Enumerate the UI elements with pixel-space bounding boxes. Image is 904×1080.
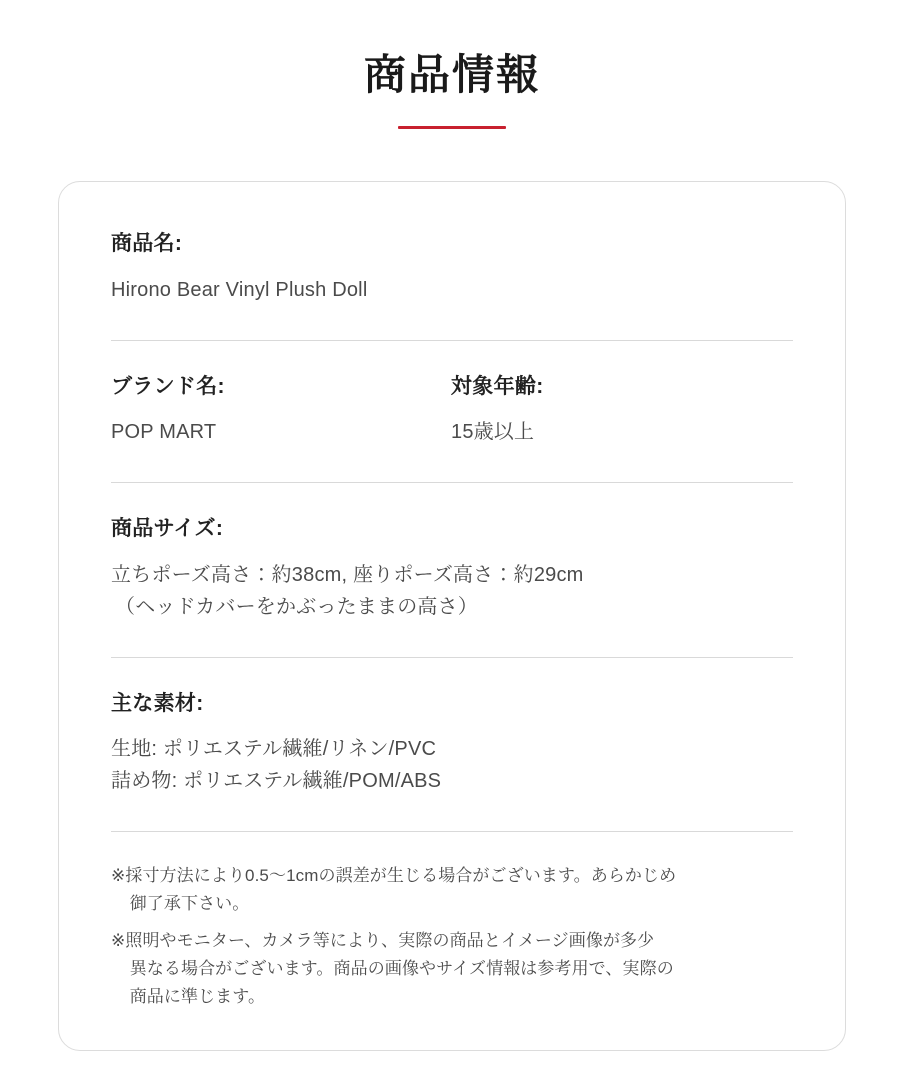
product-name-value: Hirono Bear Vinyl Plush Doll bbox=[111, 278, 368, 301]
section-material bbox=[111, 688, 793, 798]
size-value-line-1: 立ちポーズ高さ：約38cm, 座りポーズ高さ：約29cm bbox=[111, 563, 584, 586]
age-label: 対象年齢: bbox=[451, 374, 544, 398]
title-underline-rule bbox=[398, 126, 506, 129]
brand-column bbox=[111, 371, 451, 449]
note-2-line-3: 商品に準じます。 bbox=[129, 986, 266, 1006]
divider-1 bbox=[111, 340, 793, 341]
material-value-line-2: 詰め物: ポリエステル繊維/POM/ABS bbox=[111, 770, 442, 793]
note-2-line-2: 異なる場合がございます。商品の画像やサイズ情報は参考用で、実際の bbox=[129, 958, 674, 978]
divider-2 bbox=[111, 482, 793, 483]
age-column bbox=[451, 371, 793, 449]
note-item bbox=[111, 927, 793, 1010]
product-info-card bbox=[58, 181, 846, 1051]
note-item bbox=[111, 862, 793, 917]
note-2-line-1: ※照明やモニター、カメラ等により、実際の商品とイメージ画像が多少 bbox=[111, 931, 655, 951]
divider-4 bbox=[111, 831, 793, 832]
divider-3 bbox=[111, 657, 793, 658]
size-value-line-2: （ヘッドカバーをかぶったままの高さ） bbox=[115, 595, 478, 618]
section-brand-age bbox=[111, 371, 793, 449]
material-value-line-1: 生地: ポリエステル繊維/リネン/PVC bbox=[111, 738, 437, 761]
brand-value: POP MART bbox=[111, 421, 217, 444]
note-1-line-2: 御了承下さい。 bbox=[129, 893, 250, 913]
age-value: 15歳以上 bbox=[451, 421, 535, 444]
size-label: 商品サイズ: bbox=[111, 517, 224, 541]
brand-label: ブランド名: bbox=[111, 374, 225, 398]
note-1-line-1: ※採寸方法により0.5〜1cmの誤差が生じる場合がございます。あらかじめ bbox=[111, 866, 677, 886]
material-label: 主な素材: bbox=[111, 691, 204, 715]
section-size bbox=[111, 513, 793, 623]
page-header bbox=[0, 0, 904, 129]
page-title: 商品情報 bbox=[363, 51, 540, 98]
section-product-name bbox=[111, 228, 793, 306]
product-name-label: 商品名: bbox=[111, 232, 183, 256]
disclaimer-notes bbox=[111, 862, 793, 1010]
